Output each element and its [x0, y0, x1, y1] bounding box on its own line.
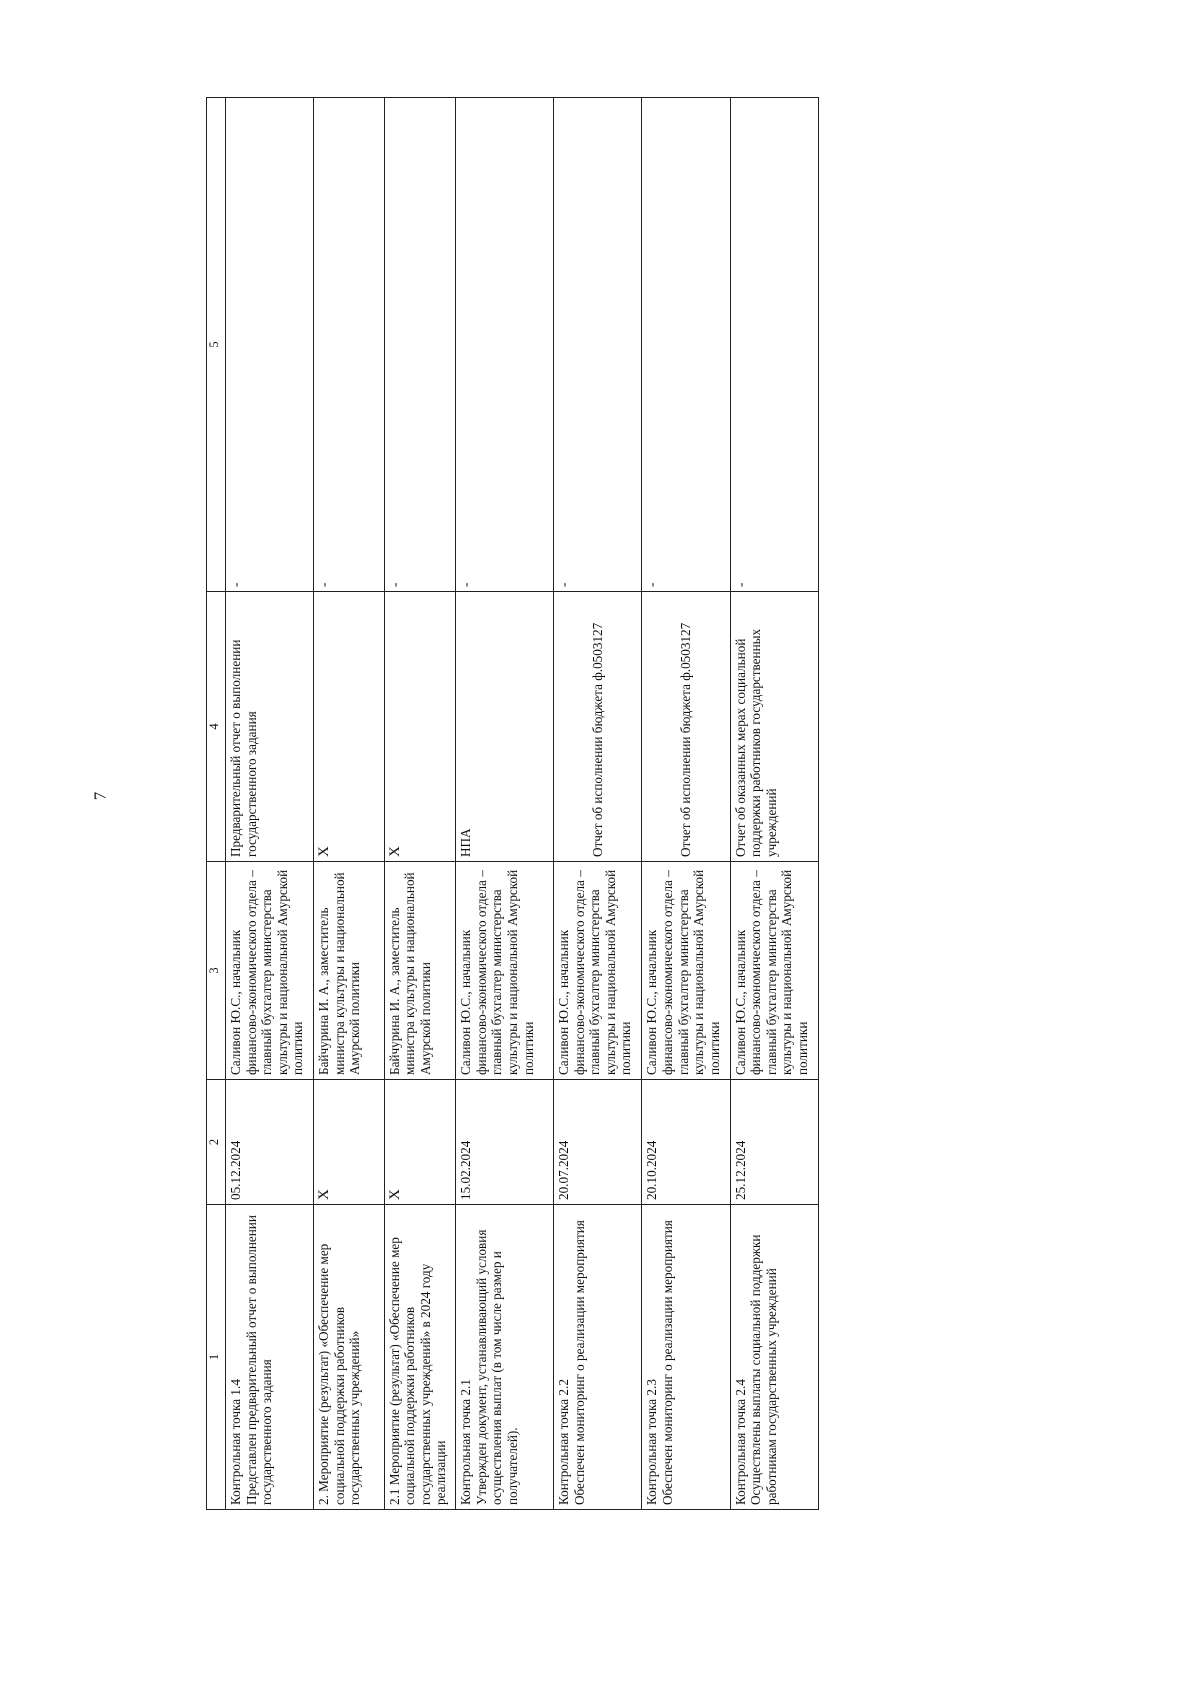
event-cell — [384, 1205, 456, 1510]
event-title: 2. Мероприятие (результат) «Обеспечение мер социальной поддержки работников государственных учреждений» — [316, 1243, 363, 1505]
page-number: 7 — [90, 791, 110, 801]
table-row — [554, 98, 642, 1510]
column-header: 1 — [207, 1205, 226, 1510]
control-point-title: Контрольная точка 2.2 — [556, 1379, 572, 1505]
table-row — [642, 98, 730, 1510]
control-point-title: Контрольная точка 2.1 — [458, 1379, 474, 1505]
info-system-cell: - — [730, 98, 818, 592]
responsible-cell: Саливон Ю.С., начальник финансово-экономического отдела – главный бухгалтер министерства культуры и национальной Амурской политики — [554, 862, 642, 1080]
info-system-cell: - — [226, 98, 314, 592]
table-row — [226, 98, 314, 1510]
date-cell: 20.07.2024 — [554, 1080, 642, 1205]
date-cell: 20.10.2024 — [642, 1080, 730, 1205]
control-point-description: Осуществлены выплаты социальной поддержки работникам государственных учреждений — [748, 1234, 779, 1505]
event-title: 2.1 Мероприятие (результат) «Обеспечение мер социальной поддержки работников государственных учреждений» в 2024 году реализации — [386, 1237, 449, 1505]
table-row — [730, 98, 818, 1510]
control-point-cell — [226, 1205, 314, 1510]
date-cell: Х — [384, 1080, 456, 1205]
document-cell: Х — [314, 592, 384, 862]
control-point-description: Представлен предварительный отчет о выполнении государственного задания — [243, 1215, 275, 1505]
date-cell: 15.02.2024 — [456, 1080, 554, 1205]
document-cell: Отчет об исполнении бюджета ф.0503127 — [642, 592, 730, 862]
document-cell: Отчет об оказанных мерах социальной поддержки работников государственных учреждений — [730, 592, 818, 862]
control-point-cell — [456, 1205, 554, 1510]
responsible-cell: Саливон Ю.С., начальник финансово-экономического отдела – главный бухгалтер министерства культуры и национальной Амурской политики — [642, 862, 730, 1080]
control-point-title: Контрольная точка 1.4 — [228, 1379, 243, 1505]
table-row — [314, 98, 384, 1510]
control-point-cell — [642, 1205, 730, 1510]
date-cell: 05.12.2024 — [226, 1080, 314, 1205]
control-point-cell — [730, 1205, 818, 1510]
table-header-row — [207, 98, 226, 1510]
control-point-description: Утвержден документ, устанавливающий условия осуществления выплат (в том числе размер и получателей). — [473, 1229, 520, 1505]
column-header: 5 — [207, 98, 226, 592]
table-row — [456, 98, 554, 1510]
event-cell — [314, 1205, 384, 1510]
control-point-title: Контрольная точка 2.4 — [732, 1379, 748, 1505]
control-point-description: Обеспечен мониторинг о реализации мероприятия — [571, 1220, 587, 1505]
date-cell: 25.12.2024 — [730, 1080, 818, 1205]
info-system-cell: - — [456, 98, 554, 592]
column-header: 4 — [207, 592, 226, 862]
info-system-cell: - — [554, 98, 642, 592]
responsible-cell: Саливон Ю.С., начальник финансово-экономического отдела – главный бухгалтер министерства культуры и национальной Амурской политики — [730, 862, 818, 1080]
date-cell: Х — [314, 1080, 384, 1205]
control-point-title: Контрольная точка 2.3 — [644, 1379, 660, 1505]
document-cell: НПА — [456, 592, 554, 862]
column-header: 3 — [207, 862, 226, 1080]
document-cell: Отчет об исполнении бюджета ф.0503127 — [554, 592, 642, 862]
column-header: 2 — [207, 1080, 226, 1205]
control-points-table — [206, 97, 819, 1510]
control-point-cell — [554, 1205, 642, 1510]
responsible-cell: Саливон Ю.С., начальник финансово-экономического отдела – главный бухгалтер министерства культуры и национальной Амурской политики — [226, 862, 314, 1080]
info-system-cell: - — [384, 98, 456, 592]
rotated-table-container — [206, 98, 819, 1510]
responsible-cell: Байчурина И. А., заместитель министра культуры и национальной Амурской политики — [314, 862, 384, 1080]
control-point-description: Обеспечен мониторинг о реализации мероприятия — [660, 1220, 676, 1505]
document-cell: Предварительный отчет о выполнении государственного задания — [226, 592, 314, 862]
responsible-cell: Саливон Ю.С., начальник финансово-экономического отдела – главный бухгалтер министерства культуры и национальной Амурской политики — [456, 862, 554, 1080]
responsible-cell: Байчурина И. А., заместитель министра культуры и национальной Амурской политики — [384, 862, 456, 1080]
info-system-cell: - — [642, 98, 730, 592]
info-system-cell: - — [314, 98, 384, 592]
document-cell: Х — [384, 592, 456, 862]
table-row — [384, 98, 456, 1510]
